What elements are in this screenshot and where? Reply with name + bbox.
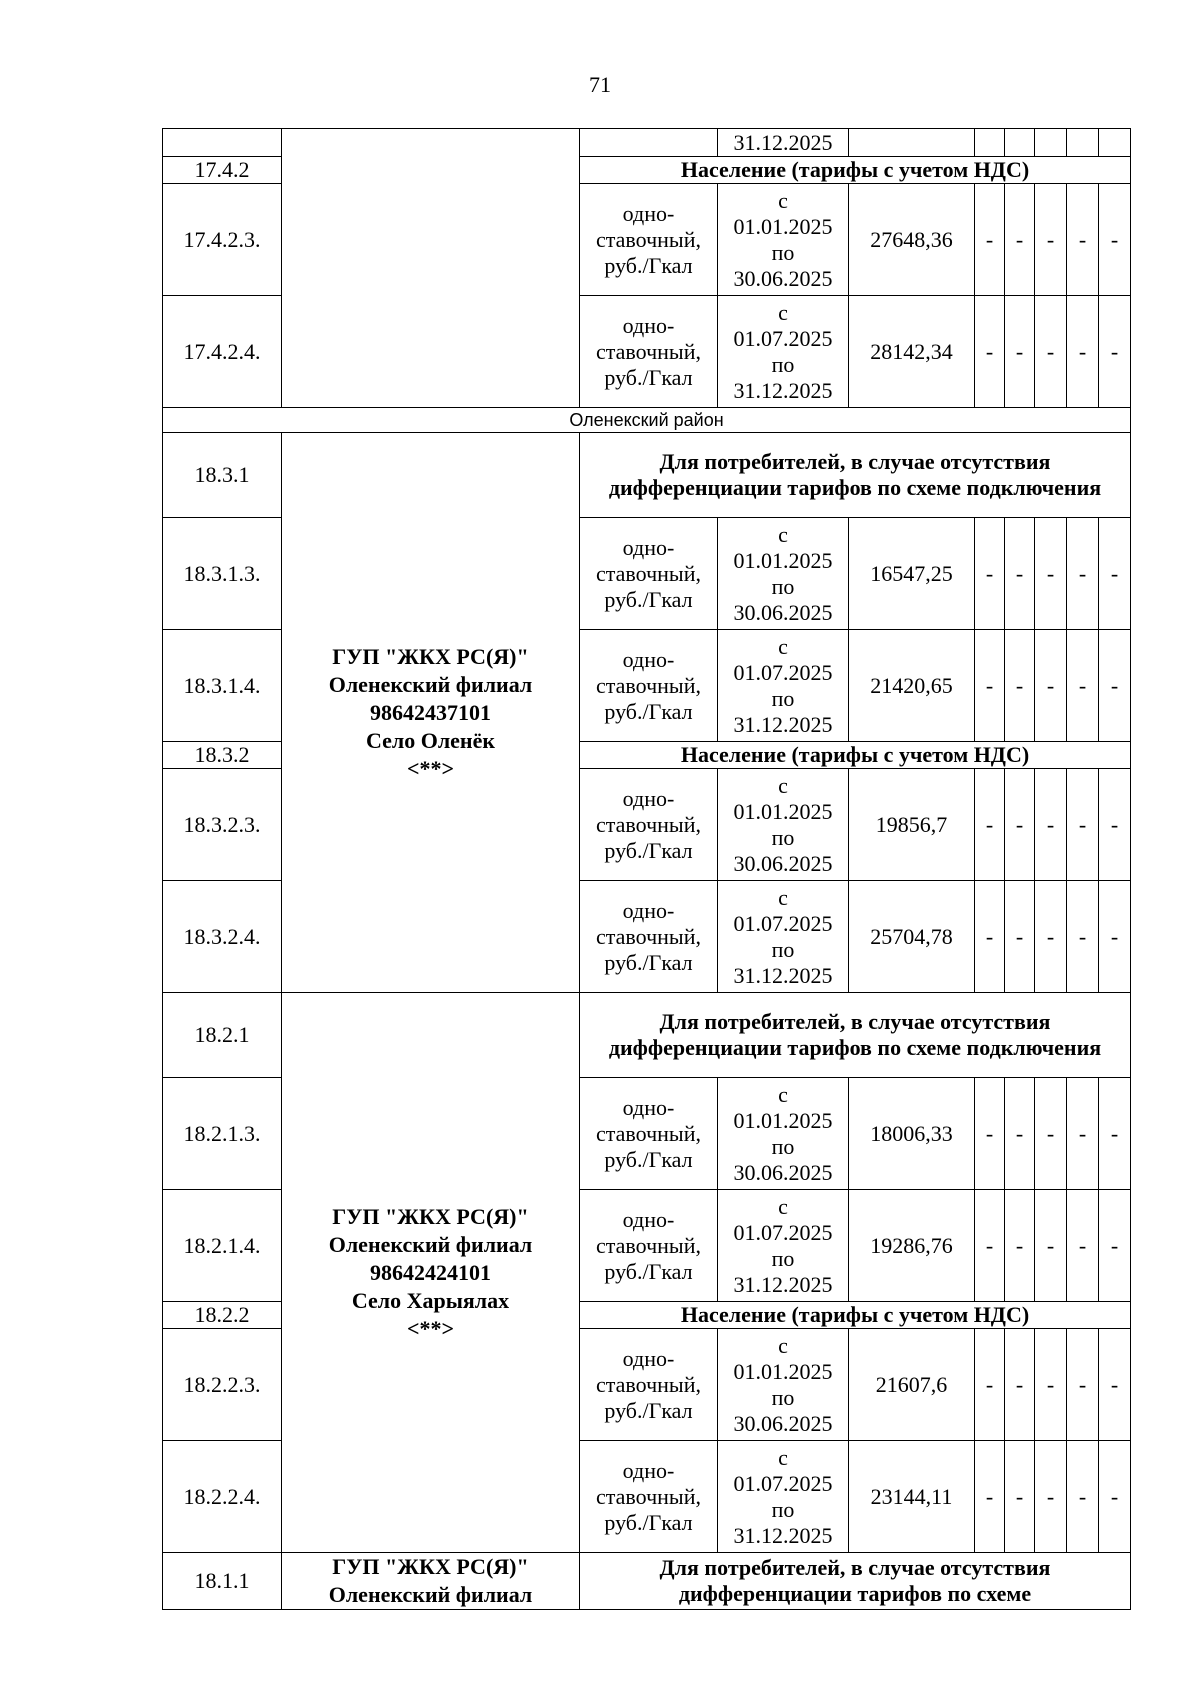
page-number: 71: [589, 72, 611, 97]
table-row: [163, 129, 1131, 157]
tariff-table: [162, 128, 1131, 1610]
tariff-value: 16547,25: [849, 518, 975, 630]
dash-cell: -: [1067, 630, 1099, 742]
organization-cell: ГУП "ЖКХ РС(Я)" Оленекский филиал 98642437101 Село Оленёк <**>: [282, 433, 580, 993]
dash-cell: -: [1099, 881, 1131, 993]
section-header: Для потребителей, в случае отсутствия дифференциации тарифов по схеме подключения: [580, 433, 1131, 518]
tariff-value: 21607,6: [849, 1329, 975, 1441]
tariff-value: 18006,33: [849, 1078, 975, 1190]
period: с 01.01.2025 по 30.06.2025: [718, 769, 849, 881]
dash-cell: -: [1005, 1441, 1035, 1553]
period: с 01.07.2025 по 31.12.2025: [718, 1190, 849, 1302]
tariff-value: 21420,65: [849, 630, 975, 742]
period: с 01.01.2025 по 30.06.2025: [718, 184, 849, 296]
dash-cell: -: [1035, 518, 1067, 630]
dash-cell: -: [1035, 769, 1067, 881]
dash-cell: -: [1067, 1190, 1099, 1302]
section-header: Для потребителей, в случае отсутствия дифференциации тарифов по схеме: [580, 1553, 1131, 1610]
tariff-value: 19856,7: [849, 769, 975, 881]
row-number: 17.4.2.4.: [163, 296, 282, 408]
section-header: Для потребителей, в случае отсутствия дифференциации тарифов по схеме подключения: [580, 993, 1131, 1078]
rate-type: одно- ставочный, руб./Гкал: [580, 184, 718, 296]
row-number: 18.3.1.3.: [163, 518, 282, 630]
dash-cell: -: [1035, 1329, 1067, 1441]
dash-cell: -: [1035, 1441, 1067, 1553]
organization-cell: ГУП "ЖКХ РС(Я)" Оленекский филиал: [282, 1553, 580, 1610]
tariff-value: 23144,11: [849, 1441, 975, 1553]
tariff-value: 19286,76: [849, 1190, 975, 1302]
row-number: 18.3.1: [163, 433, 282, 518]
dash-cell: -: [975, 881, 1005, 993]
dash-cell: -: [1005, 1329, 1035, 1441]
dash-cell: -: [1067, 1078, 1099, 1190]
table-row: [163, 433, 1131, 518]
dash-cell: -: [1005, 1078, 1035, 1190]
row-number: 18.2.2.4.: [163, 1441, 282, 1553]
dash-cell: -: [1099, 769, 1131, 881]
rate-type: одно- ставочный, руб./Гкал: [580, 518, 718, 630]
dash-cell: -: [975, 1329, 1005, 1441]
rate-type: одно- ставочный, руб./Гкал: [580, 769, 718, 881]
dash-cell: -: [1067, 518, 1099, 630]
rate-type: одно- ставочный, руб./Гкал: [580, 1441, 718, 1553]
period: с 01.01.2025 по 30.06.2025: [718, 1078, 849, 1190]
dash-cell: -: [1067, 1441, 1099, 1553]
dash-cell: -: [1099, 1329, 1131, 1441]
table-row: [163, 993, 1131, 1078]
dash-cell: -: [1067, 296, 1099, 408]
organization-cell: ГУП "ЖКХ РС(Я)" Оленекский филиал 98642424101 Село Харыялах <**>: [282, 993, 580, 1553]
dash-cell: -: [975, 1441, 1005, 1553]
period: с 01.01.2025 по 30.06.2025: [718, 518, 849, 630]
dash-cell: -: [1035, 630, 1067, 742]
dash-cell: -: [975, 769, 1005, 881]
district-header: Оленекский район: [163, 408, 1131, 433]
dash-cell: -: [1099, 518, 1131, 630]
dash-cell: -: [1035, 881, 1067, 993]
dash-cell: -: [975, 296, 1005, 408]
row-number: 18.2.2.3.: [163, 1329, 282, 1441]
dash-cell: -: [1099, 296, 1131, 408]
dash-cell: -: [1067, 769, 1099, 881]
dash-cell: -: [1005, 184, 1035, 296]
dash-cell: -: [975, 630, 1005, 742]
tariff-value: 27648,36: [849, 184, 975, 296]
period: с 01.07.2025 по 31.12.2025: [718, 881, 849, 993]
rate-type: одно- ставочный, руб./Гкал: [580, 296, 718, 408]
row-number: 18.1.1: [163, 1553, 282, 1610]
dash-cell: -: [1005, 518, 1035, 630]
dash-cell: -: [1005, 881, 1035, 993]
dash-cell: -: [1067, 881, 1099, 993]
dash-cell: -: [1005, 769, 1035, 881]
dash-cell: -: [1067, 1329, 1099, 1441]
dash-cell: -: [975, 518, 1005, 630]
section-header: Население (тарифы с учетом НДС): [580, 1302, 1131, 1329]
section-header: Население (тарифы с учетом НДС): [580, 742, 1131, 769]
dash-cell: -: [1005, 296, 1035, 408]
period: с 01.01.2025 по 30.06.2025: [718, 1329, 849, 1441]
rate-type: одно- ставочный, руб./Гкал: [580, 1190, 718, 1302]
row-number: 17.4.2.3.: [163, 184, 282, 296]
row-number: 18.2.1.3.: [163, 1078, 282, 1190]
dash-cell: -: [1099, 630, 1131, 742]
section-header: Население (тарифы с учетом НДС): [580, 157, 1131, 184]
dash-cell: -: [975, 1078, 1005, 1190]
dash-cell: -: [1035, 296, 1067, 408]
row-number: 18.3.2: [163, 742, 282, 769]
period: с 01.07.2025 по 31.12.2025: [718, 296, 849, 408]
dash-cell: -: [1005, 1190, 1035, 1302]
rate-type: одно- ставочный, руб./Гкал: [580, 630, 718, 742]
dash-cell: -: [975, 1190, 1005, 1302]
period: с 01.07.2025 по 31.12.2025: [718, 630, 849, 742]
tariff-value: 25704,78: [849, 881, 975, 993]
row-number: 18.3.1.4.: [163, 630, 282, 742]
dash-cell: -: [1035, 1190, 1067, 1302]
date-cell: 31.12.2025: [718, 129, 849, 157]
table-row: [163, 408, 1131, 433]
dash-cell: -: [1035, 1078, 1067, 1190]
dash-cell: -: [1099, 1441, 1131, 1553]
row-number: 18.3.2.3.: [163, 769, 282, 881]
period: с 01.07.2025 по 31.12.2025: [718, 1441, 849, 1553]
dash-cell: -: [1099, 184, 1131, 296]
dash-cell: -: [1067, 184, 1099, 296]
dash-cell: -: [1035, 184, 1067, 296]
rate-type: одно- ставочный, руб./Гкал: [580, 1078, 718, 1190]
dash-cell: -: [1099, 1190, 1131, 1302]
row-number: 17.4.2: [163, 157, 282, 184]
dash-cell: -: [975, 184, 1005, 296]
table-row: [163, 1553, 1131, 1610]
rate-type: одно- ставочный, руб./Гкал: [580, 881, 718, 993]
dash-cell: -: [1099, 1078, 1131, 1190]
tariff-value: 28142,34: [849, 296, 975, 408]
row-number: 18.2.1: [163, 993, 282, 1078]
row-number: 18.2.1.4.: [163, 1190, 282, 1302]
row-number: 18.3.2.4.: [163, 881, 282, 993]
rate-type: одно- ставочный, руб./Гкал: [580, 1329, 718, 1441]
org-cell-empty: [282, 129, 580, 408]
dash-cell: -: [1005, 630, 1035, 742]
row-number: 18.2.2: [163, 1302, 282, 1329]
